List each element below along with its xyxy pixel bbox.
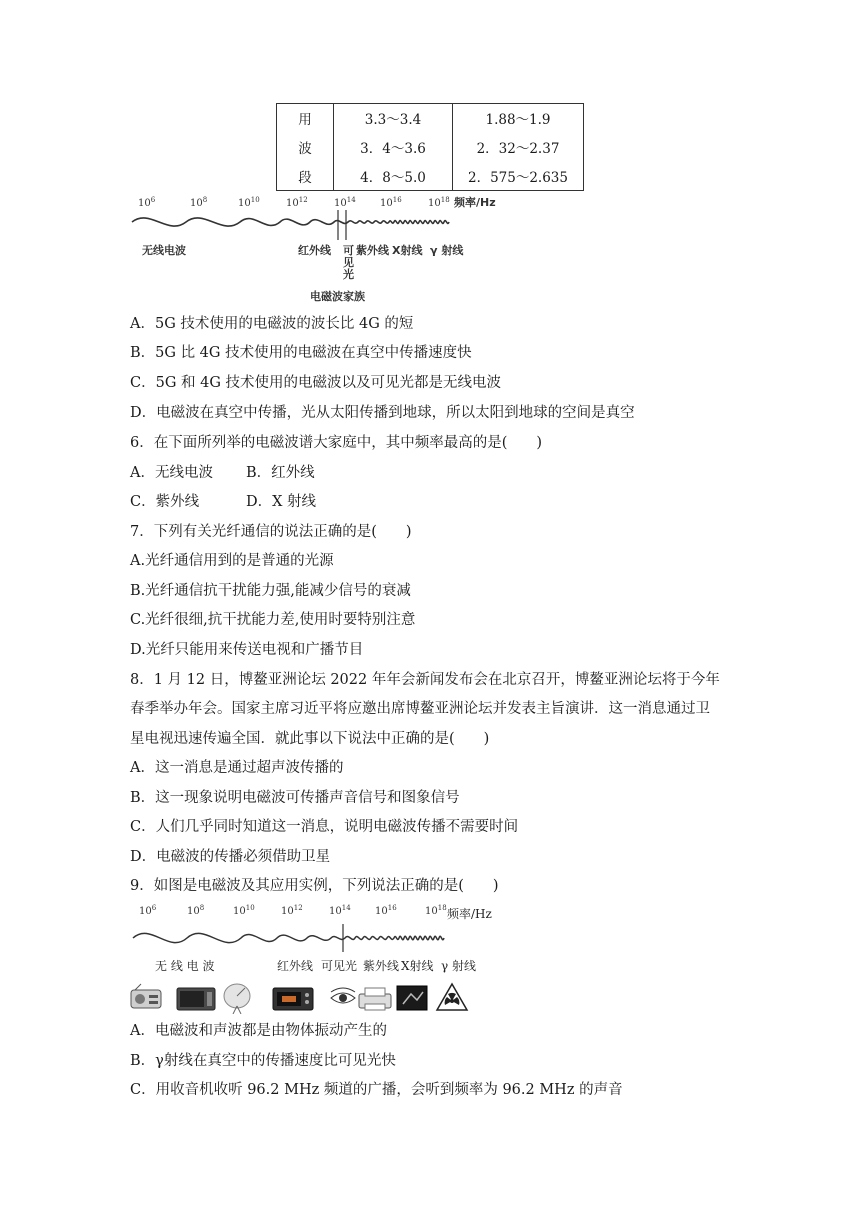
tick-label: $10^6$ bbox=[138, 196, 156, 209]
q8-stem: 春季举办年会。国家主席习近平将应邀出席博鳌亚洲论坛并发表主旨演讲．这一消息通过卫 bbox=[130, 701, 710, 717]
band-label-visible: 可 bbox=[343, 244, 354, 257]
tick-label: $10^{16}$ bbox=[380, 196, 402, 209]
band-label-gamma: γ 射线 bbox=[430, 244, 464, 257]
table-row bbox=[277, 104, 583, 133]
band-label-radio: 无 线 电 波 bbox=[155, 959, 215, 973]
spectrum-ticks bbox=[138, 196, 450, 209]
q9-option-a: A．电磁波和声波都是由物体振动产生的 bbox=[130, 1023, 387, 1039]
frequency-axis-label: 频率/Hz bbox=[454, 196, 496, 209]
q6-option-a: A．无线电波 bbox=[130, 465, 213, 481]
tick-label: $10^{14}$ bbox=[334, 196, 356, 209]
q8-option-a: A．这一消息是通过超声波传播的 bbox=[130, 760, 344, 776]
band-label-visible: 见 bbox=[343, 256, 354, 269]
table-cell: 1.88～1.9 bbox=[485, 112, 551, 129]
tick-label: $10^{10}$ bbox=[238, 196, 260, 209]
table-cell: 2．32～2.37 bbox=[476, 140, 560, 157]
table-cell: 用 bbox=[277, 104, 334, 133]
q5-option-d: D．电磁波在真空中传播，光从太阳传播到地球，所以太阳到地球的空间是真空 bbox=[130, 405, 635, 421]
q7-option-a: A.光纤通信用到的是普通的光源 bbox=[130, 553, 334, 569]
radiation-icon bbox=[437, 984, 467, 1010]
x-ray-film-icon bbox=[397, 986, 427, 1010]
q8-stem: 8．1 月 12 日，博鳌亚洲论坛 2022 年年会新闻发布会在北京召开，博鳌亚洲论坛将于今年 bbox=[130, 672, 720, 688]
radio-icon bbox=[131, 984, 161, 1008]
printer-icon bbox=[359, 988, 391, 1010]
frequency-axis-label: 频率/Hz bbox=[447, 907, 492, 921]
microwave-oven-icon bbox=[177, 988, 215, 1010]
q5-option-b: B．5G 比 4G 技术使用的电磁波在真空中传播速度快 bbox=[130, 345, 472, 361]
q8-option-d: D．电磁波的传播必须借助卫星 bbox=[130, 849, 331, 865]
band-label-infrared: 红外线 bbox=[277, 959, 314, 973]
q6-stem: 6．在下面所列举的电磁波谱大家庭中，其中频率最高的是( ) bbox=[130, 435, 543, 451]
tick-label: $10^{18}$ bbox=[428, 196, 450, 209]
tick-label: $10^{16}$ bbox=[375, 904, 397, 917]
spectrum-wave-2 bbox=[133, 933, 444, 942]
table-cell: 3．4～3.6 bbox=[334, 133, 453, 162]
band-label-radio: 无线电波 bbox=[142, 244, 186, 257]
frequency-table bbox=[276, 103, 584, 191]
q6-option-c: C．紫外线 bbox=[130, 494, 200, 510]
band-label-ultraviolet: 紫外线 bbox=[356, 244, 389, 257]
tick-label: $10^8$ bbox=[190, 196, 208, 209]
q5-option-c: C．5G 和 4G 技术使用的电磁波以及可见光都是无线电波 bbox=[130, 375, 502, 391]
q8-option-c: C．人们几乎同时知道这一消息，说明电磁波传播不需要时间 bbox=[130, 819, 519, 835]
q5-option-a: A．5G 技术使用的电磁波的波长比 4G 的短 bbox=[130, 316, 414, 332]
table-cell: 4．8～5.0 bbox=[334, 161, 453, 190]
band-label-visible: 可见光 bbox=[321, 959, 358, 973]
band-label-gamma: γ 射线 bbox=[441, 959, 476, 973]
tick-label: $10^{18}$ bbox=[425, 904, 447, 917]
tick-label: $10^6$ bbox=[139, 904, 157, 917]
table-cell: 波 bbox=[277, 133, 334, 162]
table-row bbox=[277, 161, 583, 190]
q7-option-c: C.光纤很细,抗干扰能力差,使用时要特别注意 bbox=[130, 612, 416, 628]
tick-label: $10^8$ bbox=[187, 904, 205, 917]
tick-label: $10^{10}$ bbox=[233, 904, 255, 917]
spectrum-diagram-2 bbox=[125, 900, 495, 1014]
tick-label: $10^{14}$ bbox=[329, 904, 351, 917]
q8-option-b: B．这一现象说明电磁波可传播声音信号和图象信号 bbox=[130, 790, 460, 806]
eye-icon bbox=[331, 988, 355, 1003]
q9-stem: 9．如图是电磁波及其应用实例，下列说法正确的是( ) bbox=[130, 878, 499, 894]
q6-option-b: B．红外线 bbox=[246, 465, 315, 481]
q7-option-d: D.光纤只能用来传送电视和广播节目 bbox=[130, 642, 364, 658]
band-label-infrared: 红外线 bbox=[298, 244, 331, 257]
q7-option-b: B.光纤通信抗干扰能力强,能减少信号的衰减 bbox=[130, 583, 411, 599]
band-label-visible: 光 bbox=[343, 268, 354, 281]
diagram-caption: 电磁波家族 bbox=[310, 290, 365, 303]
table-cell: 3.3～3.4 bbox=[334, 104, 453, 133]
spectrum-diagram-1 bbox=[120, 192, 520, 308]
table-row bbox=[277, 133, 583, 162]
spectrum2-ticks bbox=[139, 904, 447, 917]
band-label-xray: X射线 bbox=[401, 959, 434, 973]
toaster-oven-icon bbox=[273, 988, 313, 1010]
q7-stem: 7．下列有关光纤通信的说法正确的是( ) bbox=[130, 524, 412, 540]
table-cell: 段 bbox=[277, 161, 334, 190]
q8-stem: 星电视迅速传遍全国．就此事以下说法中正确的是( ) bbox=[130, 731, 490, 747]
satellite-dish-icon bbox=[224, 984, 250, 1014]
q9-option-b: B．γ射线在真空中的传播速度比可见光快 bbox=[130, 1053, 396, 1069]
q6-option-d: D．X 射线 bbox=[246, 494, 317, 510]
tick-label: $10^{12}$ bbox=[286, 196, 308, 209]
table-cell: 2．575～2.635 bbox=[467, 169, 568, 186]
band-label-ultraviolet: 紫外线 bbox=[363, 959, 400, 973]
band-label-xray: X射线 bbox=[392, 244, 423, 257]
spectrum-wave-1 bbox=[132, 218, 449, 226]
tick-label: $10^{12}$ bbox=[281, 904, 303, 917]
q9-option-c: C．用收音机收听 96.2 MHz 频道的广播，会听到频率为 96.2 MHz 的声音 bbox=[130, 1082, 623, 1098]
